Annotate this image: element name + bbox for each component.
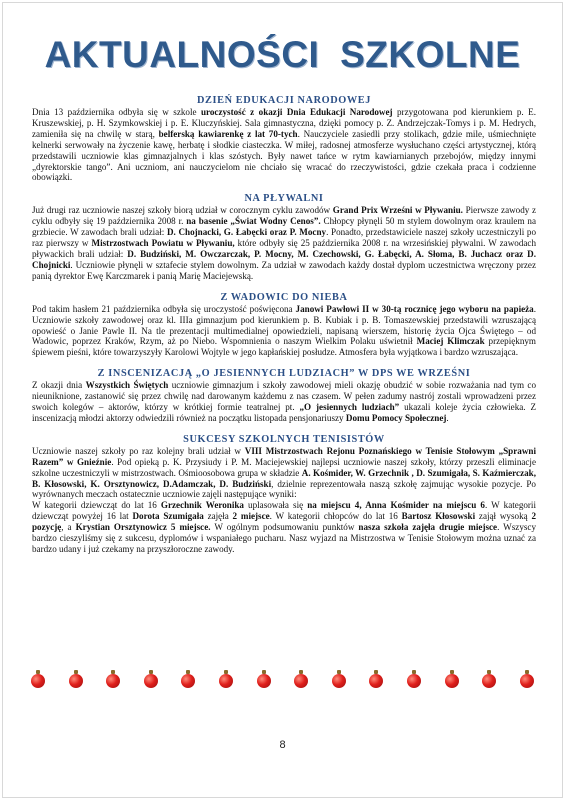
bold-text: Dorota Szumigała [132, 511, 204, 522]
text-run: Chłopcy płynęli 50 m stylem dowolnym oraz kraulem na grzbiecie. W zawodach brali udział: [32, 216, 536, 238]
bold-text: D. Chojnacki, G. Łabęcki oraz P. Mocny [166, 227, 327, 238]
christmas-bauble-icon [256, 670, 272, 694]
bold-text: belferską kawiarenkę z lat 70-tych [158, 128, 298, 139]
christmas-bauble-icon [406, 670, 422, 694]
text-run: przygotowana pod kierunkiem p. E. Kruszewskiej, p. H. Szymkowskiej i p. E. Kluczyńskiej. Sala gimnastyczna, dzięki pomocy p. Z. Andrzejczak-Tomys i p. M. Hedrych, zamieniła się na chwilę w starą, [32, 107, 536, 139]
article-section [32, 368, 536, 424]
christmas-bauble-icon [105, 670, 121, 694]
section-paragraph [32, 205, 536, 281]
bold-text: uroczystość z okazji Dnia Edukacji Narodowej [200, 107, 393, 117]
bold-text: D. Budziński, M. Owczarczak, P. Mocny, M. Czechowski, G. Łabęcki, A. Słoma, B. Juchacz oraz D. Chojnicki [32, 248, 536, 270]
text-run: zajęła [203, 511, 233, 522]
section-heading: Z WADOWIC DO NIEBA [220, 291, 348, 303]
ornament-row [30, 670, 535, 700]
christmas-bauble-icon [519, 670, 535, 694]
page-number: 8 [279, 739, 286, 751]
text-run: Z okazji dnia [32, 380, 86, 391]
text-run: uczniowie gimnazjum i szkoły zawodowej mieli okazję obudzić w sobie rozważania nad tym co nieuniknione, zastanowić się przez chwilę nad darowanym każdemu z nas czasem. W pełen zadumy nastrój zostali wprowadzeni przez swoich kolegów – aktorów, którzy w krótkiej formie teatralnej pt. [32, 380, 536, 413]
section-heading: SUKCESY SZKOLNYCH TENISISTÓW [183, 433, 385, 445]
text-run: . W kategorii dziewcząt powyżej 16 lat [32, 500, 536, 522]
christmas-bauble-icon [180, 670, 196, 694]
bold-text: Wszystkich Świętych [85, 380, 169, 391]
text-run: Uczniowie naszej szkoły po raz kolejny brali udział w [32, 445, 245, 456]
text-run: zajął wysoką [475, 511, 532, 522]
text-run: które odbyły się 25 października 2008 r. na wrzesińskiej pływalni. W zawodach pływackich brali udział: [32, 238, 536, 259]
bold-text: nasza szkoła zajęła drugie miejsce [358, 522, 498, 533]
text-run: W kategorii dziewcząt do lat 16 [32, 500, 161, 511]
bold-text: Maciej Klimczak [416, 336, 485, 347]
article-content [32, 95, 536, 565]
bold-text: Domu Pomocy Społecznej [345, 412, 447, 423]
christmas-bauble-icon [30, 670, 46, 694]
text-run: uplasowała się [243, 500, 308, 511]
section-paragraph [32, 380, 536, 424]
bold-text: 2 miejsce [232, 511, 270, 522]
page-title: AKTUALNOŚCI SZKOLNE [44, 34, 521, 75]
bold-text: Mistrzostwach Powiatu w Pływaniu, [91, 238, 235, 249]
text-run: . Pod opieką p. K. Przysiudy i P. M. Maciejewskiej najlepsi uczniowie naszej szkoły, którzy przeszli eliminacje szkolne uczestniczyli w mistrzostwach. Ośmioosobowa grupa w składzie [32, 456, 536, 478]
text-run: . [446, 412, 449, 423]
christmas-bauble-icon [481, 670, 497, 694]
section-heading: Z INSCENIZACJĄ „O JESIENNYCH LUDZIACH” W DPS WE WRZEŚNI [97, 368, 471, 380]
text-run: W ogólnym podsumowaniu punktów [210, 522, 359, 533]
section-heading: NA PŁYWALNI [244, 193, 324, 205]
article-section [32, 193, 536, 281]
christmas-bauble-icon [293, 670, 309, 694]
article-section [32, 292, 536, 359]
section-paragraph [32, 446, 536, 501]
text-run: . W kategorii chłopców do lat 16 [269, 511, 402, 522]
bold-text: Bartosz Kłosowski [401, 511, 476, 522]
text-run: . Uczniowie płynęli w sztafecie stylem dowolnym. Za udział w zawodach każdy dostał dyplom uczestnictwa wręczony przez panią dyrektor Ewę Karczmarek i panią Marię Maciejewską. [32, 259, 536, 281]
article-section [32, 434, 536, 555]
text-run: . Nauczyciele zasiedli przy stolikach, gdzie mile, uśmiechnięte kelnerki serwowały na życzenie kawę, herbatę i słodkie ciasteczka. W miłej, radosnej atmosferze wysłuchano części artystycznej, którą przedstawili uczniowie klas gimnazjalnych i klas szóstych. Były nawet tańce w rytm kawiarnianych przebojów, między innymi „dyrektorskie tango”. Ani uczniom, ani nauczycielom nie chciało się wracać do rzeczywistości, gdzie czekała praca i codzienne obowiązki. [32, 128, 536, 183]
text-run: przepięknym śpiewem pieśni, które towarzyszyły Karolowi Wojtyle w jego kapłańskiej posłudze. Atmosfera była wyjątkowa i bardzo wzruszająca. [32, 336, 536, 358]
bold-text: Grand Prix Wrześni w Pływaniu. [332, 205, 463, 216]
bold-text: „O jesiennych ludziach” [299, 402, 400, 413]
article-section [32, 95, 536, 183]
christmas-bauble-icon [68, 670, 84, 694]
text-run: Pod takim hasłem 21 października odbyła się uroczystość poświęcona [32, 303, 296, 314]
section-heading: DZIEŃ EDUKACJI NARODOWEJ [196, 95, 372, 106]
text-run: Dnia 13 października odbyła się w szkole [32, 107, 201, 117]
section-paragraph [32, 107, 536, 183]
text-run: . Wszyscy bardzo cieszyliśmy się z sukcesu, dyplomów i wspaniałego pucharu. Nasz wyjazd na Mistrzostwa w Tenisie Stołowym można uznać za bardzo udany i już czekamy na przyszłoroczne zawody. [32, 522, 537, 554]
text-run: Pierwsze zawody z cyklu odbyły się 19 października 2008 r. [32, 205, 536, 227]
bold-text: Janowi Pawłowi II w 30-tą rocznicę jego wyboru na papieża [295, 303, 534, 314]
bold-text: A. Kośmider, W. Grzechnik , D. Szumigała, S. Kaźmierczak, B. Kłosowski, K. Orsztynowicz, D.Adamczak, D. Budziński [32, 467, 536, 489]
text-run: . Uczniowie szkoły zawodowej oraz kl. IIIa gimnazjum pod kierunkiem p. B. Kubiak i p. B. Tomaszewskiej przedstawili wzruszającą opowieść o Janie Pawle II. Na tle prezentacji multimedialnej opowiedzieli, napisaną wierszem, historię życia Ojca Świętego – od Wadowic, poprzez Kraków, Rzym, aż po Niebo. Wspomnienia o naszym Wielkim Polaku uświetnił [32, 303, 536, 347]
section-paragraph [32, 500, 536, 555]
bold-text: Krystian Orsztynowicz 5 miejsce. [75, 522, 211, 533]
text-run: , a [61, 522, 76, 533]
bold-text: na miejscu 4, Anna Kośmider na miejscu 6 [307, 500, 485, 511]
text-run: ukazali koleje życia człowieka. Z inscenizacją młodzi aktorzy odwiedzili również na początku listopada pensjonariuszy [32, 402, 537, 423]
text-run: , dzielnie reprezentowała naszą szkołę zajmując wysokie pozycje. Po wyrównanych meczach ostatecznie uczniowie zajęli następujące wyniki: [32, 478, 536, 500]
bold-text: VIII Mistrzostwach Rejonu Poznańskiego w Tenisie Stołowym „Sprawni Razem” w Gnieźnie [32, 445, 536, 467]
text-run: . Ponadto, przedstawiciele naszej szkoły uczestniczyli po raz pierwszy w [32, 227, 536, 249]
christmas-bauble-icon [444, 670, 460, 694]
christmas-bauble-icon [143, 670, 159, 694]
bold-text: Grzechnik Weronika [160, 500, 244, 511]
christmas-bauble-icon [331, 670, 347, 694]
christmas-bauble-icon [218, 670, 234, 694]
section-paragraph [32, 304, 536, 359]
bold-text: na basenie „Świat Wodny Cenos”. [186, 216, 321, 227]
text-run: Już drugi raz uczniowie naszej szkoły biorą udział w corocznym cyklu zawodów [32, 205, 333, 216]
christmas-bauble-icon [368, 670, 384, 694]
bold-text: 2 pozycję [32, 511, 536, 533]
